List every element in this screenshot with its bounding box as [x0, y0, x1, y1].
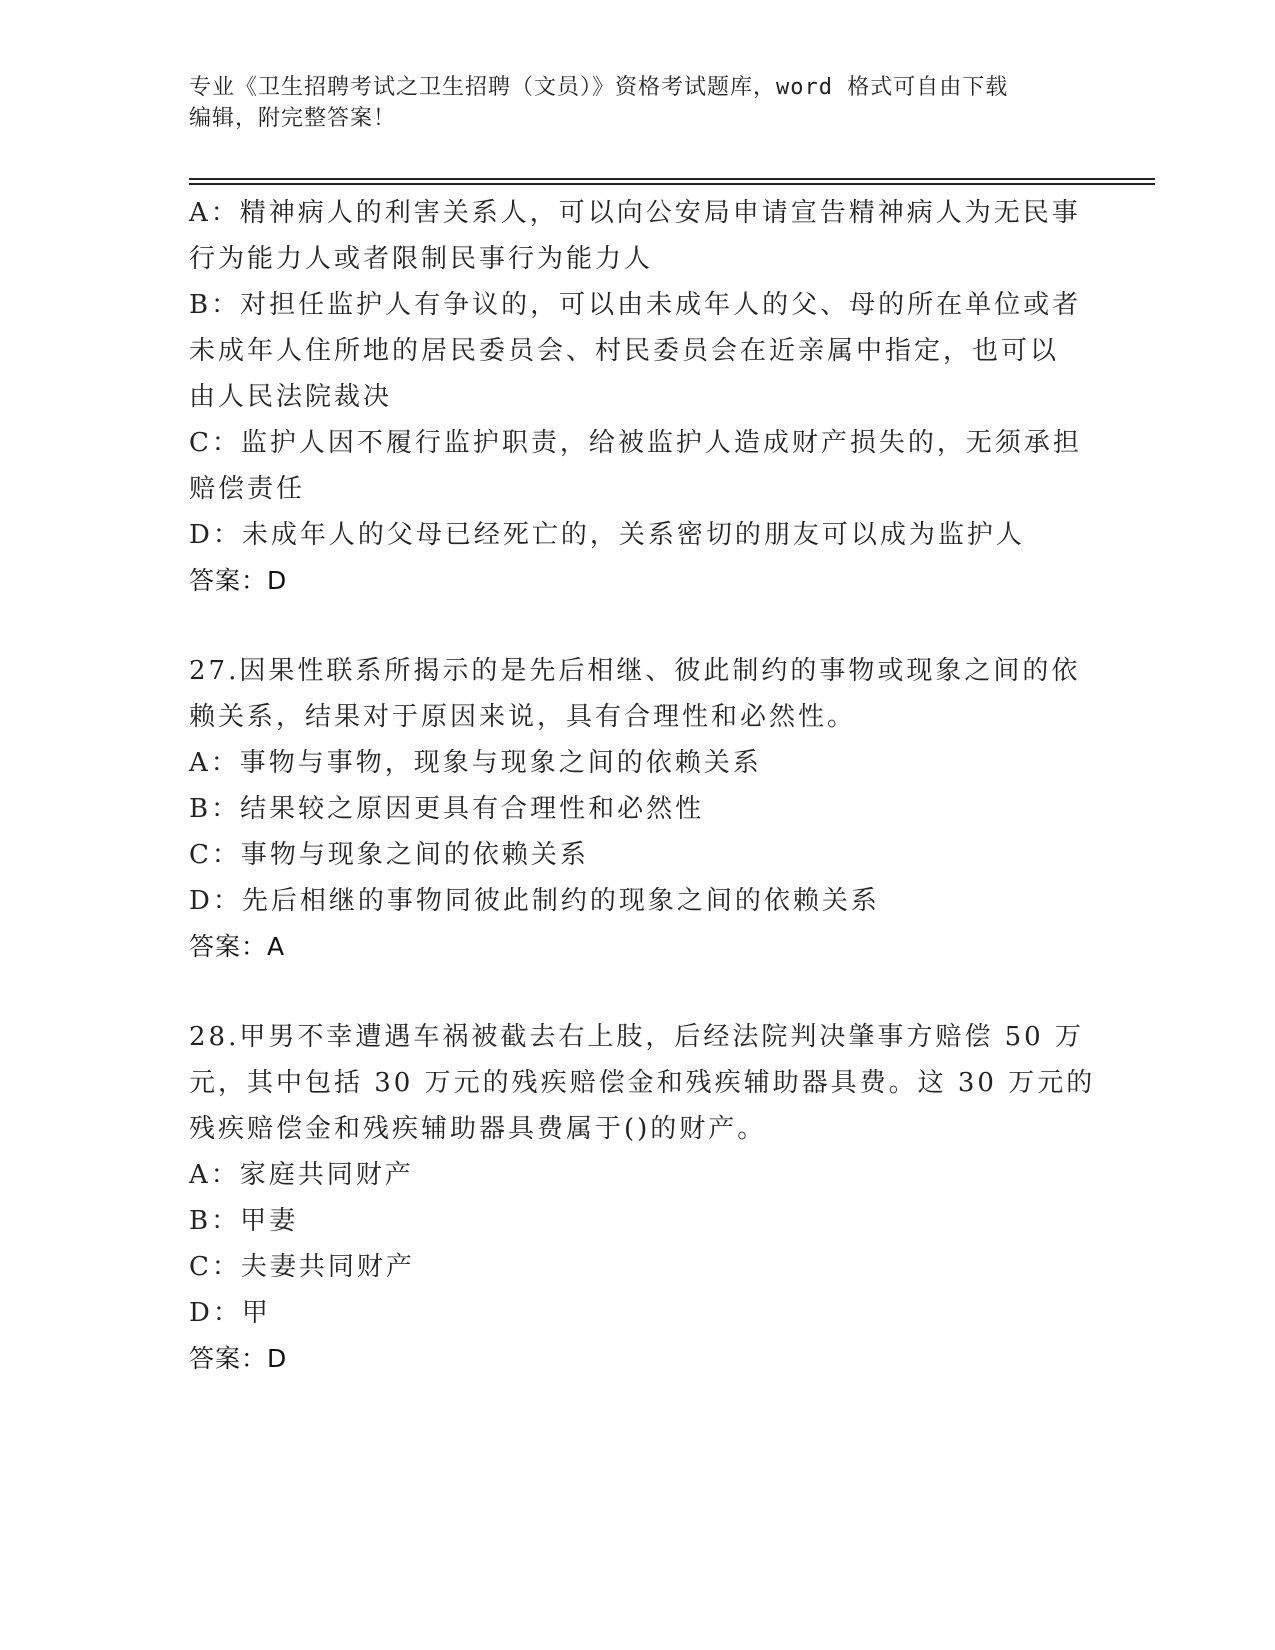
- option-b: B：甲妻: [189, 1206, 299, 1236]
- option-a: A：精神病人的利害关系人，可以向公安局申请宣告精神病人为无民事: [189, 198, 1081, 228]
- option-a: A：事物与事物，现象与现象之间的依赖关系: [189, 748, 762, 778]
- option-b-continued: 由人民法院裁决: [189, 382, 393, 412]
- question-stem-continued: 元，其中包括 30 万元的残疾赔偿金和残疾辅助器具费。这 30 万元的: [189, 1068, 1096, 1098]
- option-b-continued: 未成年人住所地的居民委员会、村民委员会在近亲属中指定，也可以: [189, 336, 1060, 366]
- option-c: C：夫妻共同财产: [189, 1252, 415, 1282]
- option-c: C：事物与现象之间的依赖关系: [189, 840, 589, 870]
- header-line-2: 编辑，附完整答案！: [189, 106, 397, 131]
- question-list: [189, 190, 1096, 1382]
- document-header: [189, 72, 1069, 134]
- option-d: D：先后相继的事物同彼此制约的现象之间的依赖关系: [189, 886, 880, 916]
- question-27: [189, 648, 1089, 970]
- answer: 答案：A: [189, 932, 286, 961]
- question-stem: 27.因果性联系所揭示的是先后相继、彼此制约的事物或现象之间的依: [189, 656, 1081, 686]
- option-d: D：未成年人的父母已经死亡的，关系密切的朋友可以成为监护人: [189, 520, 1025, 550]
- option-a-continued: 行为能力人或者限制民事行为能力人: [189, 244, 654, 274]
- option-c: C：监护人因不履行监护职责，给被监护人造成财产损失的，无须承担: [189, 428, 1082, 458]
- answer: 答案：D: [189, 1344, 288, 1373]
- option-a: A：家庭共同财产: [189, 1160, 414, 1190]
- header-divider-top: [189, 178, 1155, 180]
- question-stem-continued: 残疾赔偿金和残疾辅助器具费属于()的财产。: [189, 1114, 767, 1144]
- question-stem: 28.甲男不幸遭遇车祸被截去右上肢，后经法院判决肇事方赔偿 50 万: [189, 1022, 1084, 1052]
- option-b: B：对担任监护人有争议的，可以由未成年人的父、母的所在单位或者: [189, 290, 1082, 320]
- question-26: [189, 190, 1089, 604]
- header-divider-bottom: [189, 183, 1155, 185]
- answer: 答案：D: [189, 566, 288, 595]
- header-line-1: 专业《卫生招聘考试之卫生招聘（文员）》资格考试题库，word 格式可自由下载: [189, 75, 1009, 100]
- question-stem-continued: 赖关系，结果对于原因来说，具有合理性和必然性。: [189, 702, 857, 732]
- question-28: [189, 1014, 1096, 1382]
- option-c-continued: 赔偿责任: [189, 474, 306, 504]
- option-d: D：甲: [189, 1298, 271, 1328]
- option-b: B：结果较之原因更具有合理性和必然性: [189, 794, 705, 824]
